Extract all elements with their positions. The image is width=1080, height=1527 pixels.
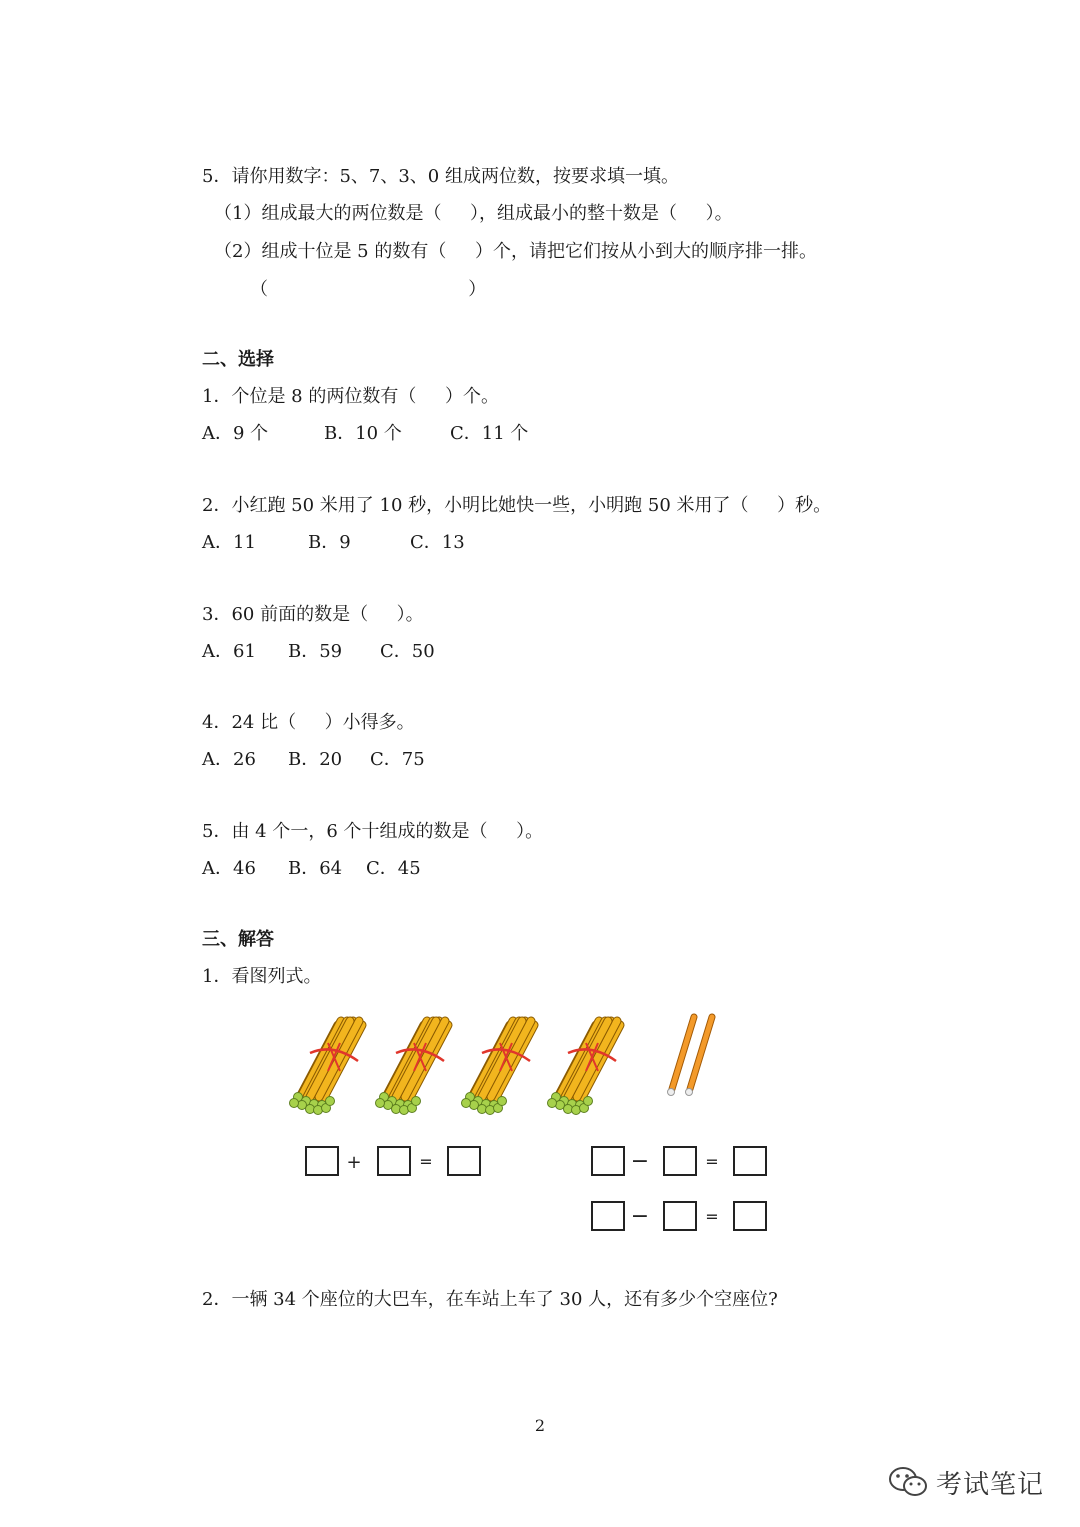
counting-sticks-figure bbox=[280, 1005, 800, 1245]
answer-box[interactable] bbox=[664, 1202, 696, 1230]
operator-sign: − bbox=[630, 1149, 650, 1174]
option-a: A．11 bbox=[202, 532, 256, 553]
section3-heading: 三、解答 bbox=[202, 929, 274, 950]
stick-bundle-icon bbox=[548, 1021, 621, 1115]
option-a: A．26 bbox=[202, 749, 256, 770]
option-b: B．10 个 bbox=[324, 423, 402, 444]
answer-box[interactable] bbox=[734, 1147, 766, 1175]
stick-bundle-icon bbox=[376, 1021, 449, 1115]
wechat-icon bbox=[888, 1465, 928, 1499]
option-b: B．64 bbox=[288, 858, 343, 879]
answer-box[interactable] bbox=[734, 1202, 766, 1230]
choice-q3-stem: 3．60 前面的数是（ ）。 bbox=[202, 604, 424, 625]
option-c: C．11 个 bbox=[450, 423, 529, 444]
q5-part2: （2）组成十位是 5 的数有（ ）个，请把它们按从小到大的顺序排一排。 bbox=[214, 241, 817, 262]
stick-bundle-icon bbox=[290, 1021, 363, 1115]
watermark-text: 考试笔记 bbox=[935, 1469, 1044, 1500]
solve-q2-stem: 2．一辆 34 个座位的大巴车，在车站上车了 30 人，还有多少个空座位? bbox=[202, 1289, 778, 1310]
option-b: B．9 bbox=[308, 532, 351, 553]
q5-part2-answer-blank: （ ） bbox=[250, 279, 487, 300]
answer-box[interactable] bbox=[306, 1147, 338, 1175]
answer-box[interactable] bbox=[448, 1147, 480, 1175]
choice-q4-stem: 4．24 比（ ）小得多。 bbox=[202, 712, 415, 733]
equation-row bbox=[306, 1147, 480, 1175]
option-a: A．46 bbox=[202, 858, 256, 879]
option-c: C．50 bbox=[380, 641, 435, 662]
operator-sign: + bbox=[346, 1152, 362, 1173]
option-a: A．61 bbox=[202, 641, 256, 662]
equation-row bbox=[592, 1147, 766, 1175]
option-b: B．59 bbox=[288, 641, 343, 662]
watermark bbox=[888, 1462, 1044, 1502]
equals-sign: = bbox=[419, 1152, 433, 1171]
choice-q5-stem: 5．由 4 个一，6 个十组成的数是（ ）。 bbox=[202, 821, 544, 842]
option-c: C．75 bbox=[370, 749, 425, 770]
answer-box[interactable] bbox=[378, 1147, 410, 1175]
option-c: C．13 bbox=[410, 532, 465, 553]
choice-q2-stem: 2．小红跑 50 米用了 10 秒，小明比她快一些，小明跑 50 米用了（ ）秒。 bbox=[202, 495, 832, 516]
equals-sign: = bbox=[705, 1207, 719, 1226]
option-c: C．45 bbox=[366, 858, 421, 879]
solve-q1-stem: 1．看图列式。 bbox=[202, 966, 322, 987]
equation-row bbox=[592, 1202, 766, 1230]
answer-box[interactable] bbox=[664, 1147, 696, 1175]
choice-q1-stem: 1．个位是 8 的两位数有（ ）个。 bbox=[202, 386, 499, 407]
answer-box[interactable] bbox=[592, 1202, 624, 1230]
q5-part1: （1）组成最大的两位数是（ ），组成最小的整十数是（ ）。 bbox=[214, 203, 733, 224]
option-b: B．20 bbox=[288, 749, 343, 770]
answer-box[interactable] bbox=[592, 1147, 624, 1175]
equals-sign: = bbox=[705, 1152, 719, 1171]
section2-heading: 二、选择 bbox=[202, 349, 274, 370]
stick-bundle-icon bbox=[462, 1021, 535, 1115]
page-number: 2 bbox=[534, 1416, 546, 1435]
q5-stem: 5．请你用数字：5、7、3、0 组成两位数，按要求填一填。 bbox=[202, 166, 679, 187]
option-a: A．9 个 bbox=[202, 423, 269, 444]
operator-sign: − bbox=[630, 1204, 650, 1229]
